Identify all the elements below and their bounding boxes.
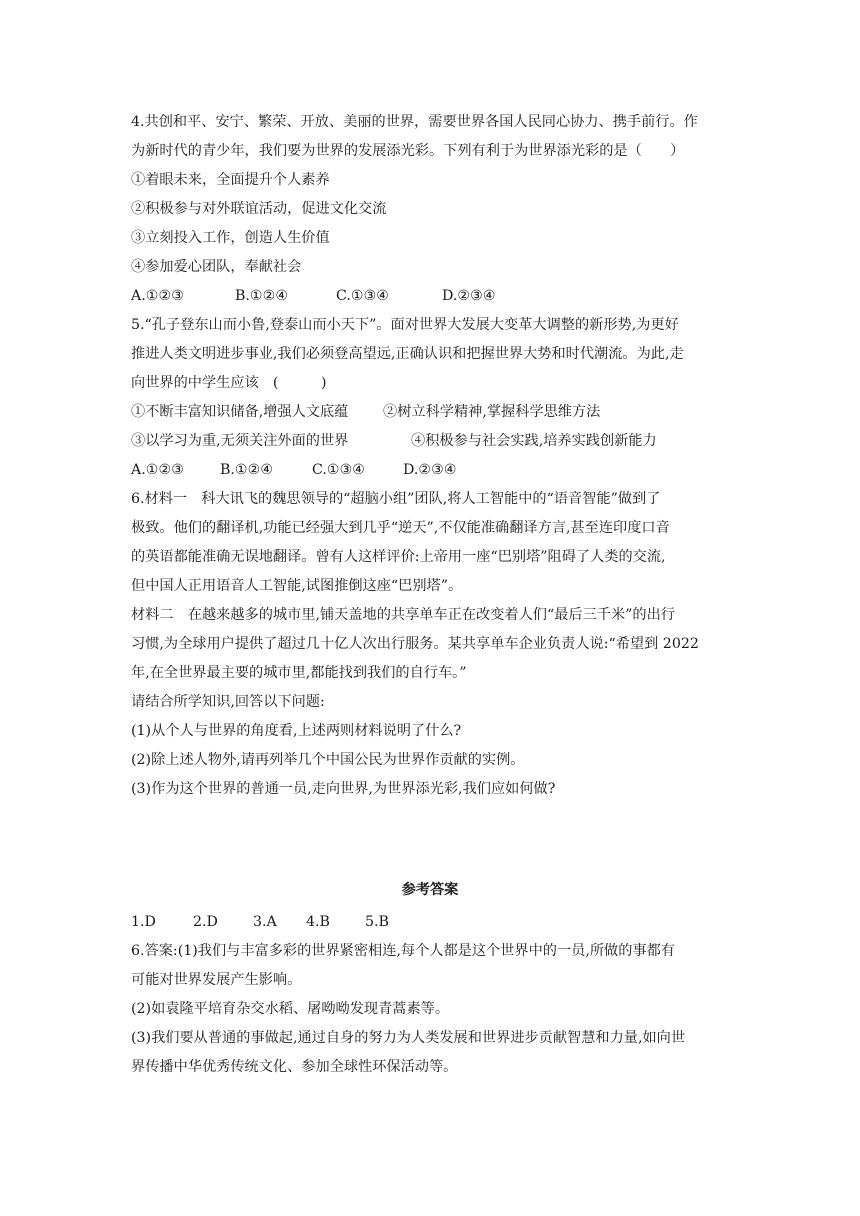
q6-material-1-line-1: 6.材料一 科大讯飞的魏思领导的“超脑小组”团队,将人工智能中的“语音智能”做到了: [131, 491, 661, 507]
q6-material-2-line-2: 习惯,为全球用户提供了超过几十亿人次出行服务。某共享单车企业负责人说:“希望到 2022: [131, 636, 699, 652]
q6-material-2-line-3: 年,在全世界最主要的城市里,都能找到我们的自行车。”: [131, 665, 467, 681]
q5-option-b: B.①②④: [220, 462, 274, 478]
q5-option-c: C.①③④: [312, 462, 366, 478]
q6-material-2-line-1: 材料二 在越来越多的城市里,铺天盖地的共享单车正在改变着人们“最后三千米”的出行: [131, 607, 675, 623]
q5-stem-line-3: 向世界的中学生应该 ( ): [131, 375, 327, 391]
q5-stem-line-1: 5.“孔子登东山而小鲁,登泰山而小天下”。面对世界大发展大变革大调整的新形势,为更好: [131, 317, 679, 333]
q4-item-1: ①着眼未来，全面提升个人素养: [131, 172, 330, 188]
answer-6-line-2: 可能对世界发展产生影响。: [131, 972, 302, 988]
answer-6-part-2: (2)如袁隆平培育杂交水稻、屠呦呦发现青蒿素等。: [131, 1001, 450, 1017]
q6-instruction: 请结合所学知识,回答以下问题:: [131, 694, 325, 710]
answers-heading: 参考答案: [401, 882, 459, 898]
answer-5: 5.B: [365, 914, 389, 930]
answers-choices: [131, 912, 389, 932]
q5-options: [131, 460, 457, 480]
q4-stem-line-1: 4.共创和平、安宁、繁荣、开放、美丽的世界，需要世界各国人民同心协力、携手前行。作: [131, 114, 698, 130]
answer-2: 2.D: [193, 914, 218, 930]
q6-material-1-line-2: 极致。他们的翻译机,功能已经强大到几乎“逆天”,不仅能准确翻译方言,甚至连印度口音: [131, 520, 670, 536]
q4-item-3: ③立刻投入工作，创造人生价值: [131, 230, 330, 246]
q4-item-2: ②积极参与对外联谊活动，促进文化交流: [131, 201, 387, 217]
q6-subquestion-1: (1)从个人与世界的角度看,上述两则材料说明了什么?: [131, 723, 462, 739]
q4-stem-line-2: 为新时代的青少年，我们要为世界的发展添光彩。下列有利于为世界添光彩的是（ ）: [131, 143, 685, 159]
q4-option-a: A.①②③: [131, 288, 184, 304]
q6-material-1-line-4: 但中国人正用语音人工智能,试图推倒这座“巴别塔”。: [131, 578, 463, 594]
q6-subquestion-2: (2)除上述人物外,请再列举几个中国公民为世界作贡献的实例。: [131, 752, 525, 768]
answer-1: 1.D: [131, 914, 156, 930]
q5-option-d: D.②③④: [403, 462, 457, 478]
q5-item-3: ③以学习为重,无须关注外面的世界: [131, 433, 349, 449]
q5-item-4: ④积极参与社会实践,培养实践创新能力: [411, 433, 657, 449]
q6-material-1-line-3: 的英语都能准确无误地翻译。曾有人这样评价:上帝用一座“巴别塔”阻碍了人类的交流,: [131, 549, 666, 565]
answer-6-part-3-line-2: 界传播中华优秀传统文化、参加全球性环保活动等。: [131, 1059, 458, 1075]
q4-item-4: ④参加爱心团队，奉献社会: [131, 259, 302, 275]
q4-option-c: C.①③④: [336, 288, 390, 304]
q5-items-row-2: [131, 431, 657, 451]
q5-item-2: ②树立科学精神,掌握科学思维方法: [383, 404, 601, 420]
q5-item-1: ①不断丰富知识储备,增强人文底蕴: [131, 404, 349, 420]
answer-3: 3.A: [253, 914, 277, 930]
q4-option-b: B.①②④: [235, 288, 289, 304]
q6-subquestion-3: (3)作为这个世界的普通一员,走向世界,为世界添光彩,我们应如何做?: [131, 781, 556, 797]
q4-option-d: D.②③④: [442, 288, 496, 304]
q5-items-row-1: [131, 402, 600, 422]
q4-options: [131, 286, 496, 306]
answer-6-part-3-line-1: (3)我们要从普通的事做起,通过自身的努力为人类发展和世界进步贡献智慧和力量,如向世: [131, 1030, 686, 1046]
q5-option-a: A.①②③: [131, 462, 184, 478]
q5-stem-line-2: 推进人类文明进步事业,我们必须登高望远,正确认识和把握世界大势和时代潮流。为此,走: [131, 346, 684, 362]
answer-6-line-1: 6.答案:(1)我们与丰富多彩的世界紧密相连,每个人都是这个世界中的一员,所做的事都有: [131, 943, 675, 959]
answer-4: 4.B: [306, 914, 330, 930]
